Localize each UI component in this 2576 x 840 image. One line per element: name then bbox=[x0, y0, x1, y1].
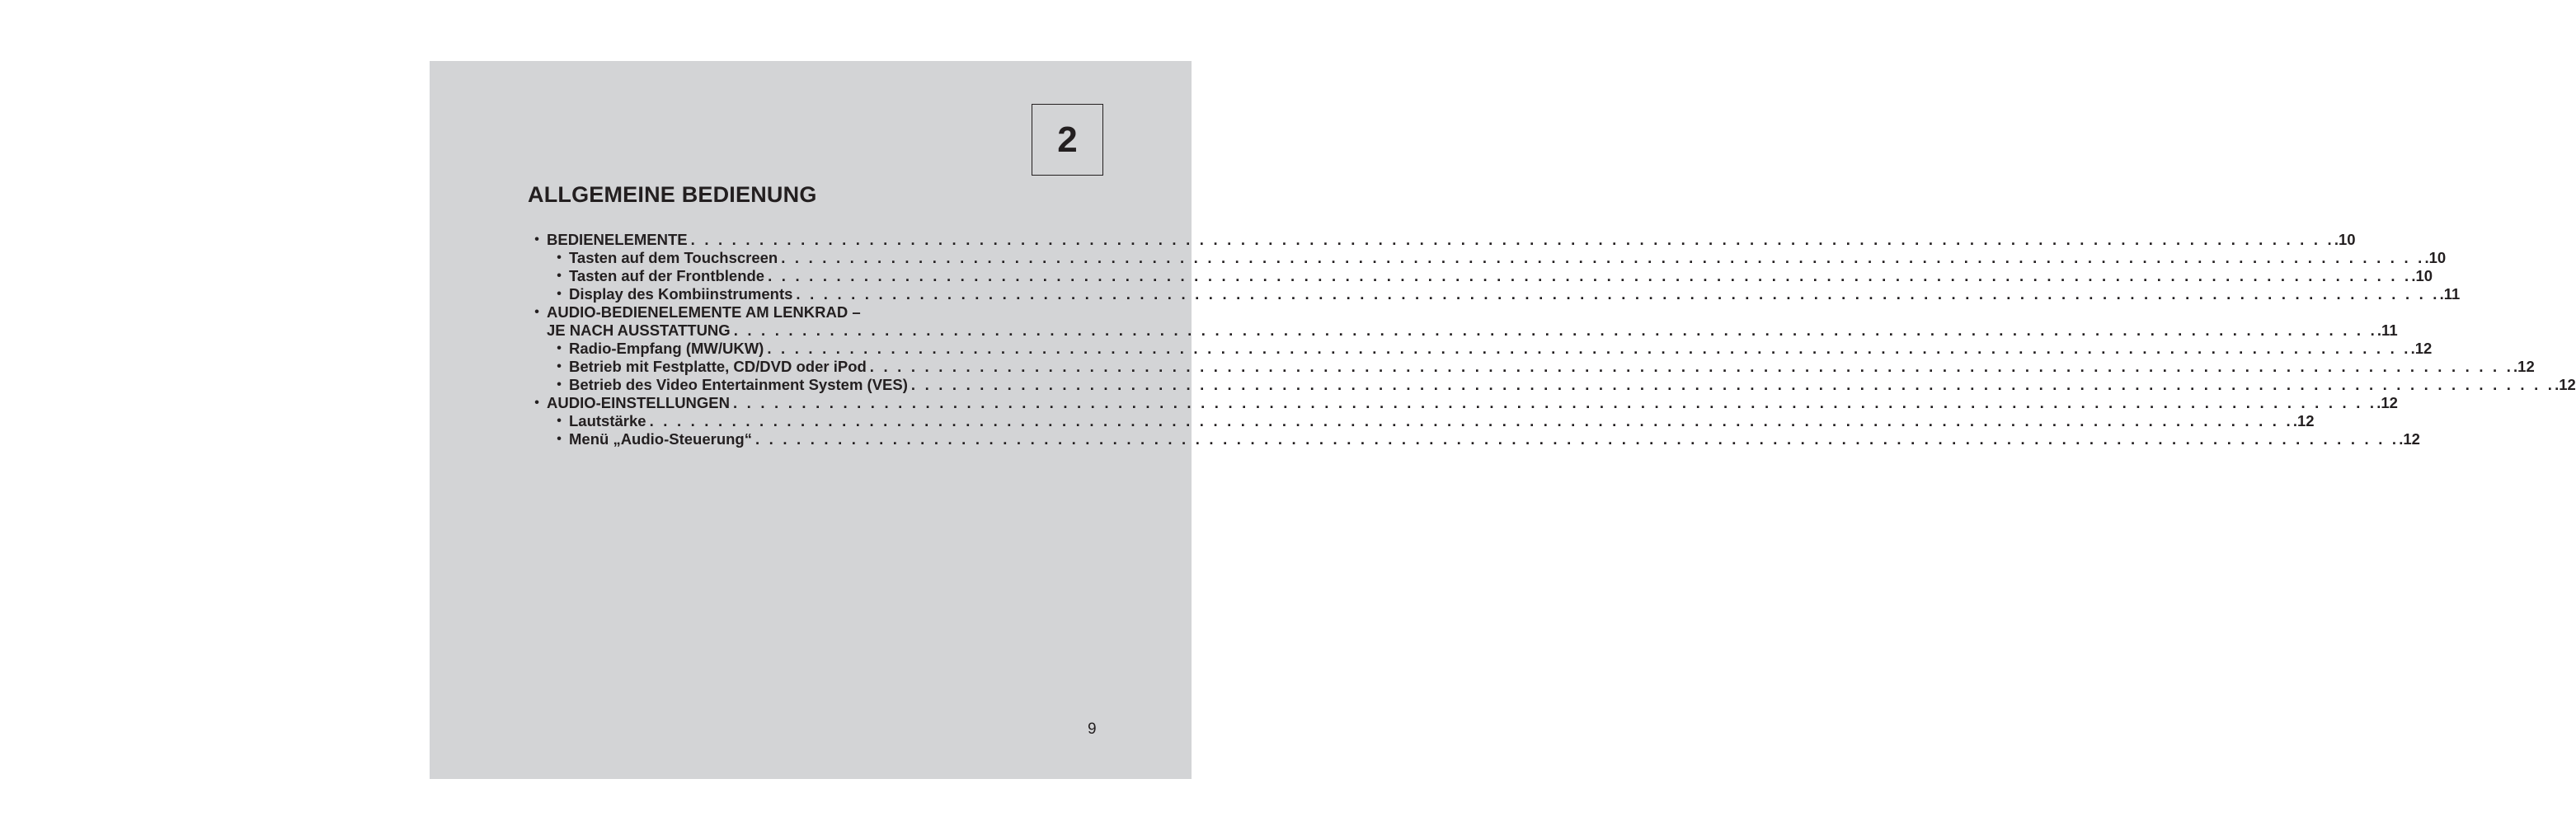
toc-entry[interactable] bbox=[528, 231, 2356, 249]
toc-entry[interactable] bbox=[528, 412, 2315, 430]
toc-leader-dots: . . . . . . . . . . . . . . . . . . . . . . . . . . . . . . . . . . . . . . . . . . . . . . . . . . . . . . . . . . . . . . . . . . . . . . . . . . . . . . . . . . . . . . . . . . . . . . . . . . . . . . . . . . . . . . . . . . . . . . . . bbox=[649, 412, 2293, 429]
table-of-contents bbox=[528, 231, 2576, 448]
toc-leader-dots: . . . . . . . . . . . . . . . . . . . . . . . . . . . . . . . . . . . . . . . . . . . . . . . . . . . . . . . . . . . . . . . . . . . . . . . . . . . . . . . . . . . . . . . . . . . . . . . . . . . . . . . . . . . . . . . . . . . . . . . . bbox=[767, 340, 2411, 357]
toc-entry-page: .12 bbox=[2513, 358, 2535, 375]
toc-entry-page: .12 bbox=[2555, 376, 2576, 393]
toc-entry-label: JE NACH AUSSTATTUNG bbox=[547, 321, 731, 339]
toc-entry-label: Radio-Empfang (MW/UKW) bbox=[569, 340, 764, 357]
toc-entry[interactable] bbox=[528, 340, 2433, 358]
bullet-icon: • bbox=[534, 396, 539, 410]
toc-entry[interactable] bbox=[528, 394, 2398, 412]
manual-page bbox=[430, 61, 2576, 779]
toc-entry-heading bbox=[528, 303, 1104, 321]
toc-entry[interactable] bbox=[528, 285, 2461, 303]
toc-entry-label: AUDIO-EINSTELLUNGEN bbox=[547, 394, 730, 411]
bullet-icon: • bbox=[534, 305, 539, 319]
toc-leader-dots: . . . . . . . . . . . . . . . . . . . . . . . . . . . . . . . . . . . . . . . . . . . . . . . . . . . . . . . . . . . . . . . . . . . . . . . . . . . . . . . . . . . . . . . . . . . . . . . . . . . . . . . . . . . . . . . . . . . . . . . . bbox=[690, 231, 2334, 248]
bullet-icon: • bbox=[557, 269, 562, 283]
bullet-icon: • bbox=[557, 287, 562, 301]
toc-entry-label: Betrieb mit Festplatte, CD/DVD oder iPod bbox=[569, 358, 867, 375]
toc-entry-label: Display des Kombiinstruments bbox=[569, 285, 793, 303]
toc-leader-dots: . . . . . . . . . . . . . . . . . . . . . . . . . . . . . . . . . . . . . . . . . . . . . . . . . . . . . . . . . . . . . . . . . . . . . . . . . . . . . . . . . . . . . . . . . . . . . . . . . . . . . . . . . . . . . . . . . . . . . . . . bbox=[910, 376, 2555, 393]
toc-leader-dots: . . . . . . . . . . . . . . . . . . . . . . . . . . . . . . . . . . . . . . . . . . . . . . . . . . . . . . . . . . . . . . . . . . . . . . . . . . . . . . . . . . . . . . . . . . . . . . . . . . . . . . . . . . . . . . . . . . . . . . . . bbox=[796, 285, 2440, 303]
toc-entry[interactable] bbox=[528, 267, 2433, 285]
toc-entry[interactable] bbox=[528, 430, 2420, 448]
bullet-icon: • bbox=[557, 414, 562, 428]
page-number: 9 bbox=[1088, 720, 1097, 738]
toc-entry-page: .10 bbox=[2334, 231, 2356, 248]
chapter-number-box bbox=[1032, 104, 1103, 176]
toc-entry-label: Tasten auf der Frontblende bbox=[569, 267, 765, 284]
toc-entry-label: Tasten auf dem Touchscreen bbox=[569, 249, 778, 266]
toc-leader-dots: . . . . . . . . . . . . . . . . . . . . . . . . . . . . . . . . . . . . . . . . . . . . . . . . . . . . . . . . . . . . . . . . . . . . . . . . . . . . . . . . . . . . . . . . . . . . . . . . . . . . . . . . . . . . . . . . . . . . . . . . bbox=[768, 267, 2412, 284]
toc-leader-dots: . . . . . . . . . . . . . . . . . . . . . . . . . . . . . . . . . . . . . . . . . . . . . . . . . . . . . . . . . . . . . . . . . . . . . . . . . . . . . . . . . . . . . . . . . . . . . . . . . . . . . . . . . . . . . . . . . . . . . . . . bbox=[733, 394, 2377, 411]
toc-entry-page: .12 bbox=[2399, 430, 2420, 448]
toc-entry-page: .10 bbox=[2424, 249, 2447, 266]
toc-leader-dots: . . . . . . . . . . . . . . . . . . . . . . . . . . . . . . . . . . . . . . . . . . . . . . . . . . . . . . . . . . . . . . . . . . . . . . . . . . . . . . . . . . . . . . . . . . . . . . . . . . . . . . . . . . . . . . . . . . . . . . . . bbox=[733, 321, 2377, 339]
bullet-icon: • bbox=[557, 251, 562, 265]
toc-entry-label: Betrieb des Video Entertainment System (VES) bbox=[569, 376, 908, 393]
toc-entry-label: Lautstärke bbox=[569, 412, 646, 429]
toc-leader-dots: . . . . . . . . . . . . . . . . . . . . . . . . . . . . . . . . . . . . . . . . . . . . . . . . . . . . . . . . . . . . . . . . . . . . . . . . . . . . . . . . . . . . . . . . . . . . . . . . . . . . . . . . . . . . . . . . . . . . . . . . bbox=[781, 249, 2425, 266]
toc-entry-page: .12 bbox=[2376, 394, 2398, 411]
bullet-icon: • bbox=[557, 432, 562, 446]
chapter-number: 2 bbox=[1057, 119, 1078, 160]
toc-entry-label: BEDIENELEMENTE bbox=[547, 231, 688, 248]
chapter-title: ALLGEMEINE BEDIENUNG bbox=[528, 182, 817, 207]
toc-entry-page: .12 bbox=[2292, 412, 2315, 429]
toc-entry-label: AUDIO-BEDIENELEMENTE AM LENKRAD – bbox=[547, 303, 861, 321]
toc-entry[interactable] bbox=[528, 358, 2535, 376]
toc-entry-page: .11 bbox=[2376, 321, 2398, 339]
toc-entry-page: .10 bbox=[2411, 267, 2433, 284]
toc-entry-label: Menü „Audio-Steuerung“ bbox=[569, 430, 752, 448]
bullet-icon: • bbox=[557, 341, 562, 355]
bullet-icon: • bbox=[557, 378, 562, 392]
bullet-icon: • bbox=[534, 232, 539, 246]
toc-leader-dots: . . . . . . . . . . . . . . . . . . . . . . . . . . . . . . . . . . . . . . . . . . . . . . . . . . . . . . . . . . . . . . . . . . . . . . . . . . . . . . . . . . . . . . . . . . . . . . . . . . . . . . . . . . . . . . . . . . . . . . . . bbox=[754, 430, 2400, 448]
bullet-icon: • bbox=[557, 359, 562, 373]
toc-entry[interactable] bbox=[528, 321, 2398, 340]
toc-entry-page: .11 bbox=[2439, 285, 2461, 303]
toc-entry-page: .12 bbox=[2410, 340, 2433, 357]
toc-leader-dots: . . . . . . . . . . . . . . . . . . . . . . . . . . . . . . . . . . . . . . . . . . . . . . . . . . . . . . . . . . . . . . . . . . . . . . . . . . . . . . . . . . . . . . . . . . . . . . . . . . . . . . . . . . . . . . . . . . . . . . . . bbox=[869, 358, 2514, 375]
toc-entry[interactable] bbox=[528, 376, 2576, 394]
toc-entry[interactable] bbox=[528, 249, 2447, 267]
